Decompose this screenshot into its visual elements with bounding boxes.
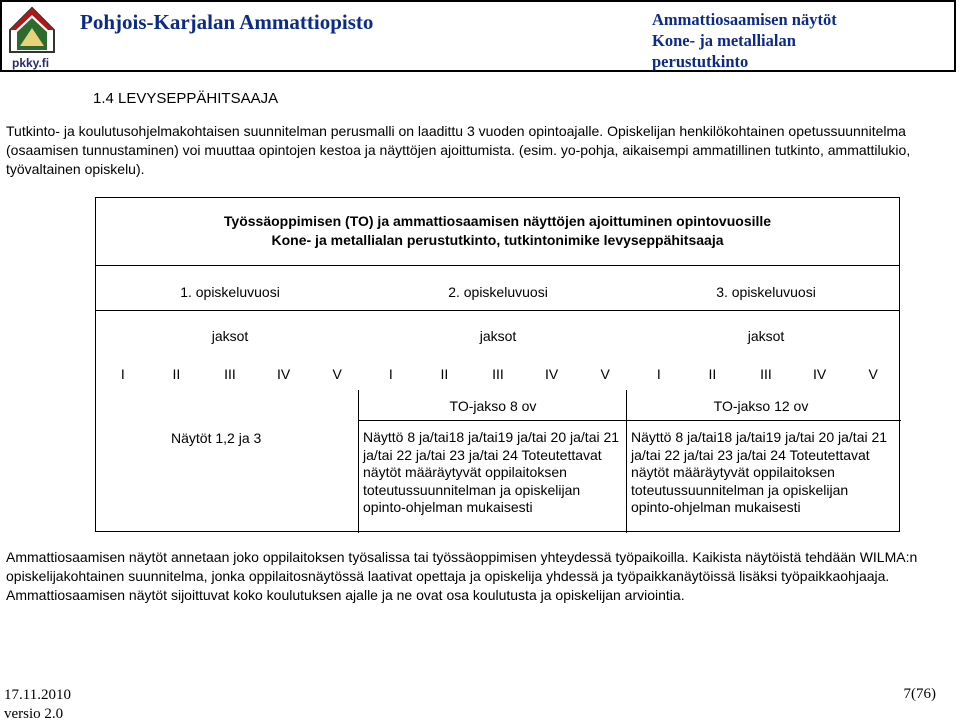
to-period-year-2: TO-jakso 8 ov xyxy=(449,398,537,414)
page-footer-left xyxy=(4,686,71,724)
naytot-year-1: Näytöt 1,2 ja 3 xyxy=(171,430,262,446)
jaksot-label: jaksot xyxy=(747,328,785,344)
intro-paragraph: Tutkinto- ja koulutusohjelmakohtaisen suunnitelman perusmalli on laadittu 3 vuoden opintoajalle. Opiskelijan henkilökohtainen opetussuunnitelma (osaamisen tunnustaminen) voi muuttaa opintojen kestoa ja näyttöjen ajoittumista. (esim. yo-pohja, aikaisempi ammatillinen tutkinto, ammattilukio, työvaltainen opiskelu). xyxy=(6,123,911,177)
period-label: III xyxy=(760,366,772,382)
period-label: IV xyxy=(276,366,291,382)
schedule-title xyxy=(96,212,899,250)
doc-title-line-2: Kone- ja metallialan xyxy=(652,31,796,50)
naytot-year-3: Näyttö 8 ja/tai18 ja/tai19 ja/tai 20 ja/tai 21 ja/tai 22 ja/tai 23 ja/tai 24 Toteutettavat näytöt määräytyvät oppilaitoksen toteutussuunnitelman ja opiskelijan opinto-ohjelman mukaisesti xyxy=(631,429,888,515)
jaksot-label: jaksot xyxy=(479,328,517,344)
year-2-label: 2. opiskeluvuosi xyxy=(448,284,548,300)
period-label: I xyxy=(388,366,393,382)
schedule-title-line-1: Työssäoppimisen (TO) ja ammattiosaamisen näyttöjen ajoittuminen opintovuosille xyxy=(223,213,772,229)
school-name: Pohjois-Karjalan Ammattiopisto xyxy=(80,10,374,34)
schedule-table xyxy=(95,197,900,532)
to-period-year-3: TO-jakso 12 ov xyxy=(713,398,809,414)
period-label: I xyxy=(120,366,125,382)
period-label: III xyxy=(492,366,504,382)
divider xyxy=(96,310,899,311)
period-label: II xyxy=(172,366,181,382)
logo-text: pkky.fi xyxy=(12,56,50,70)
year-1-label: 1. opiskeluvuosi xyxy=(180,284,280,300)
period-label: II xyxy=(440,366,449,382)
period-label: I xyxy=(656,366,661,382)
period-label: IV xyxy=(544,366,559,382)
year-3-label: 3. opiskeluvuosi xyxy=(716,284,816,300)
footer-date: 17.11.2010 xyxy=(4,687,71,703)
document-title xyxy=(652,9,952,72)
period-label: V xyxy=(332,366,342,382)
school-logo xyxy=(6,6,58,70)
footer-version: versio 2.0 xyxy=(4,706,64,722)
page-number: 7(76) xyxy=(903,686,936,702)
doc-title-line-3: perustutkinto xyxy=(652,52,749,71)
jaksot-label: jaksot xyxy=(211,328,249,344)
footer-text-part-2: Ammattiosaamisen näytöt sijoittuvat koko koulutuksen ajalle ja ne ovat osa koulutusta ja opiskelijan arviointia. xyxy=(6,587,685,603)
period-label: V xyxy=(868,366,878,382)
schedule-title-line-2: Kone- ja metallialan perustutkinto, tutkintonimike levyseppähitsaaja xyxy=(271,232,724,248)
page-header xyxy=(0,0,956,72)
period-label: V xyxy=(600,366,610,382)
period-label: III xyxy=(224,366,236,382)
footer-paragraph xyxy=(6,548,956,605)
period-label: II xyxy=(708,366,717,382)
footer-text-part-1: Ammattiosaamisen näytöt annetaan joko oppilaitoksen työsalissa tai työssäoppimisen yhteydessä työpaikoilla. Kaikista näytöistä tehdään WILMA:n opiskelijakohtainen suunnitelma, jonka oppilaitosnäytössä laativat opettaja ja opiskelija yhdessä ja työpaikkanäytöissä lisäksi työpaikkaohjaaja. xyxy=(6,549,918,584)
section-title: 1.4 LEVYSEPPÄHITSAAJA xyxy=(93,90,279,107)
period-label: IV xyxy=(812,366,827,382)
doc-title-line-1: Ammattiosaamisen näytöt xyxy=(652,10,837,29)
naytot-year-2: Näyttö 8 ja/tai18 ja/tai19 ja/tai 20 ja/tai 21 ja/tai 22 ja/tai 23 ja/tai 24 Toteutettavat näytöt määräytyvät oppilaitoksen toteutussuunnitelman ja opiskelijan opinto-ohjelman mukaisesti xyxy=(363,429,620,515)
divider xyxy=(96,265,899,266)
divider xyxy=(358,420,901,421)
